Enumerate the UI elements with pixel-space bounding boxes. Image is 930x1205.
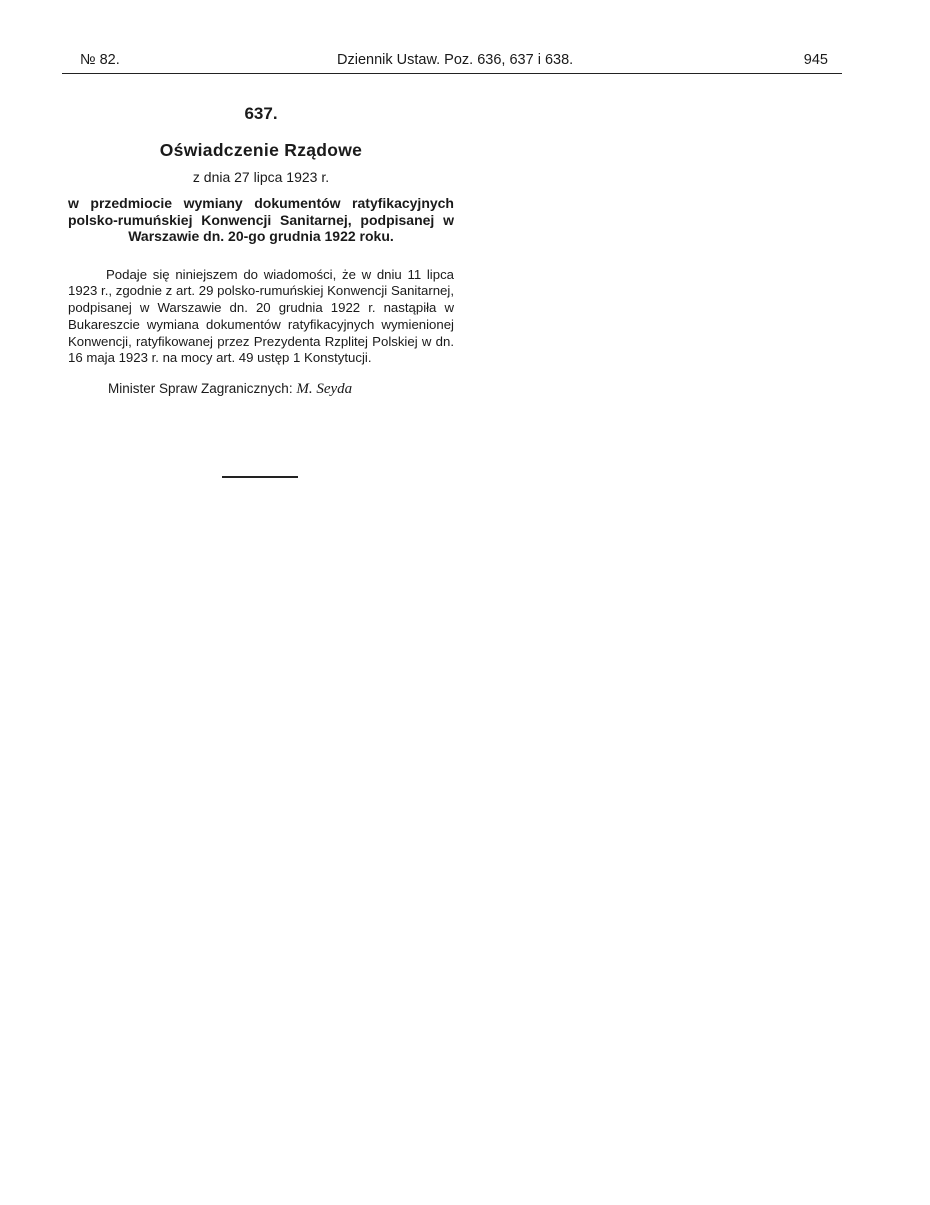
signature-name: M. Seyda (296, 381, 353, 398)
page-number: 945 (803, 52, 828, 68)
item-subject: w przedmiocie wymiany dokumentów ratyfikacyjnych polsko-rumuńskiej Konwencji Sanitarnej, podpisanej w Warszawie dn. 20-go grudnia 1922 roku. (68, 195, 454, 244)
item-body: Podaje się niniejszem do wiadomości, że w dniu 11 lipca 1923 r., zgodnie z art. 29 polsko-rumuńskiej Konwencji Sanitarnej, podpisanej w Warszawie dn. 20 grudnia 1922 r. nastąpiła w Bukareszcie wymiana dokumentów ratyfikacyjnych wymienionej Konwencji, ratyfikowanej przez Prezydenta Rzplitej Polskiej w dn. 16 maja 1923 r. na mocy art. 49 ustęp 1 Konstytucji. (68, 266, 454, 366)
header-rule (62, 73, 842, 74)
end-rule (222, 476, 298, 478)
signature-label: Minister Spraw Zagranicznych: (108, 381, 293, 397)
issue-number: № 82. (80, 52, 120, 68)
article-column (68, 104, 454, 398)
signature-line (68, 381, 454, 398)
page-header (62, 52, 842, 72)
item-number: 637. (244, 104, 278, 123)
item-title: Oświadczenie Rządowe (159, 140, 363, 160)
journal-title: Dziennik Ustaw. Poz. 636, 637 i 638. (337, 52, 574, 68)
item-date: z dnia 27 lipca 1923 r. (192, 169, 330, 185)
